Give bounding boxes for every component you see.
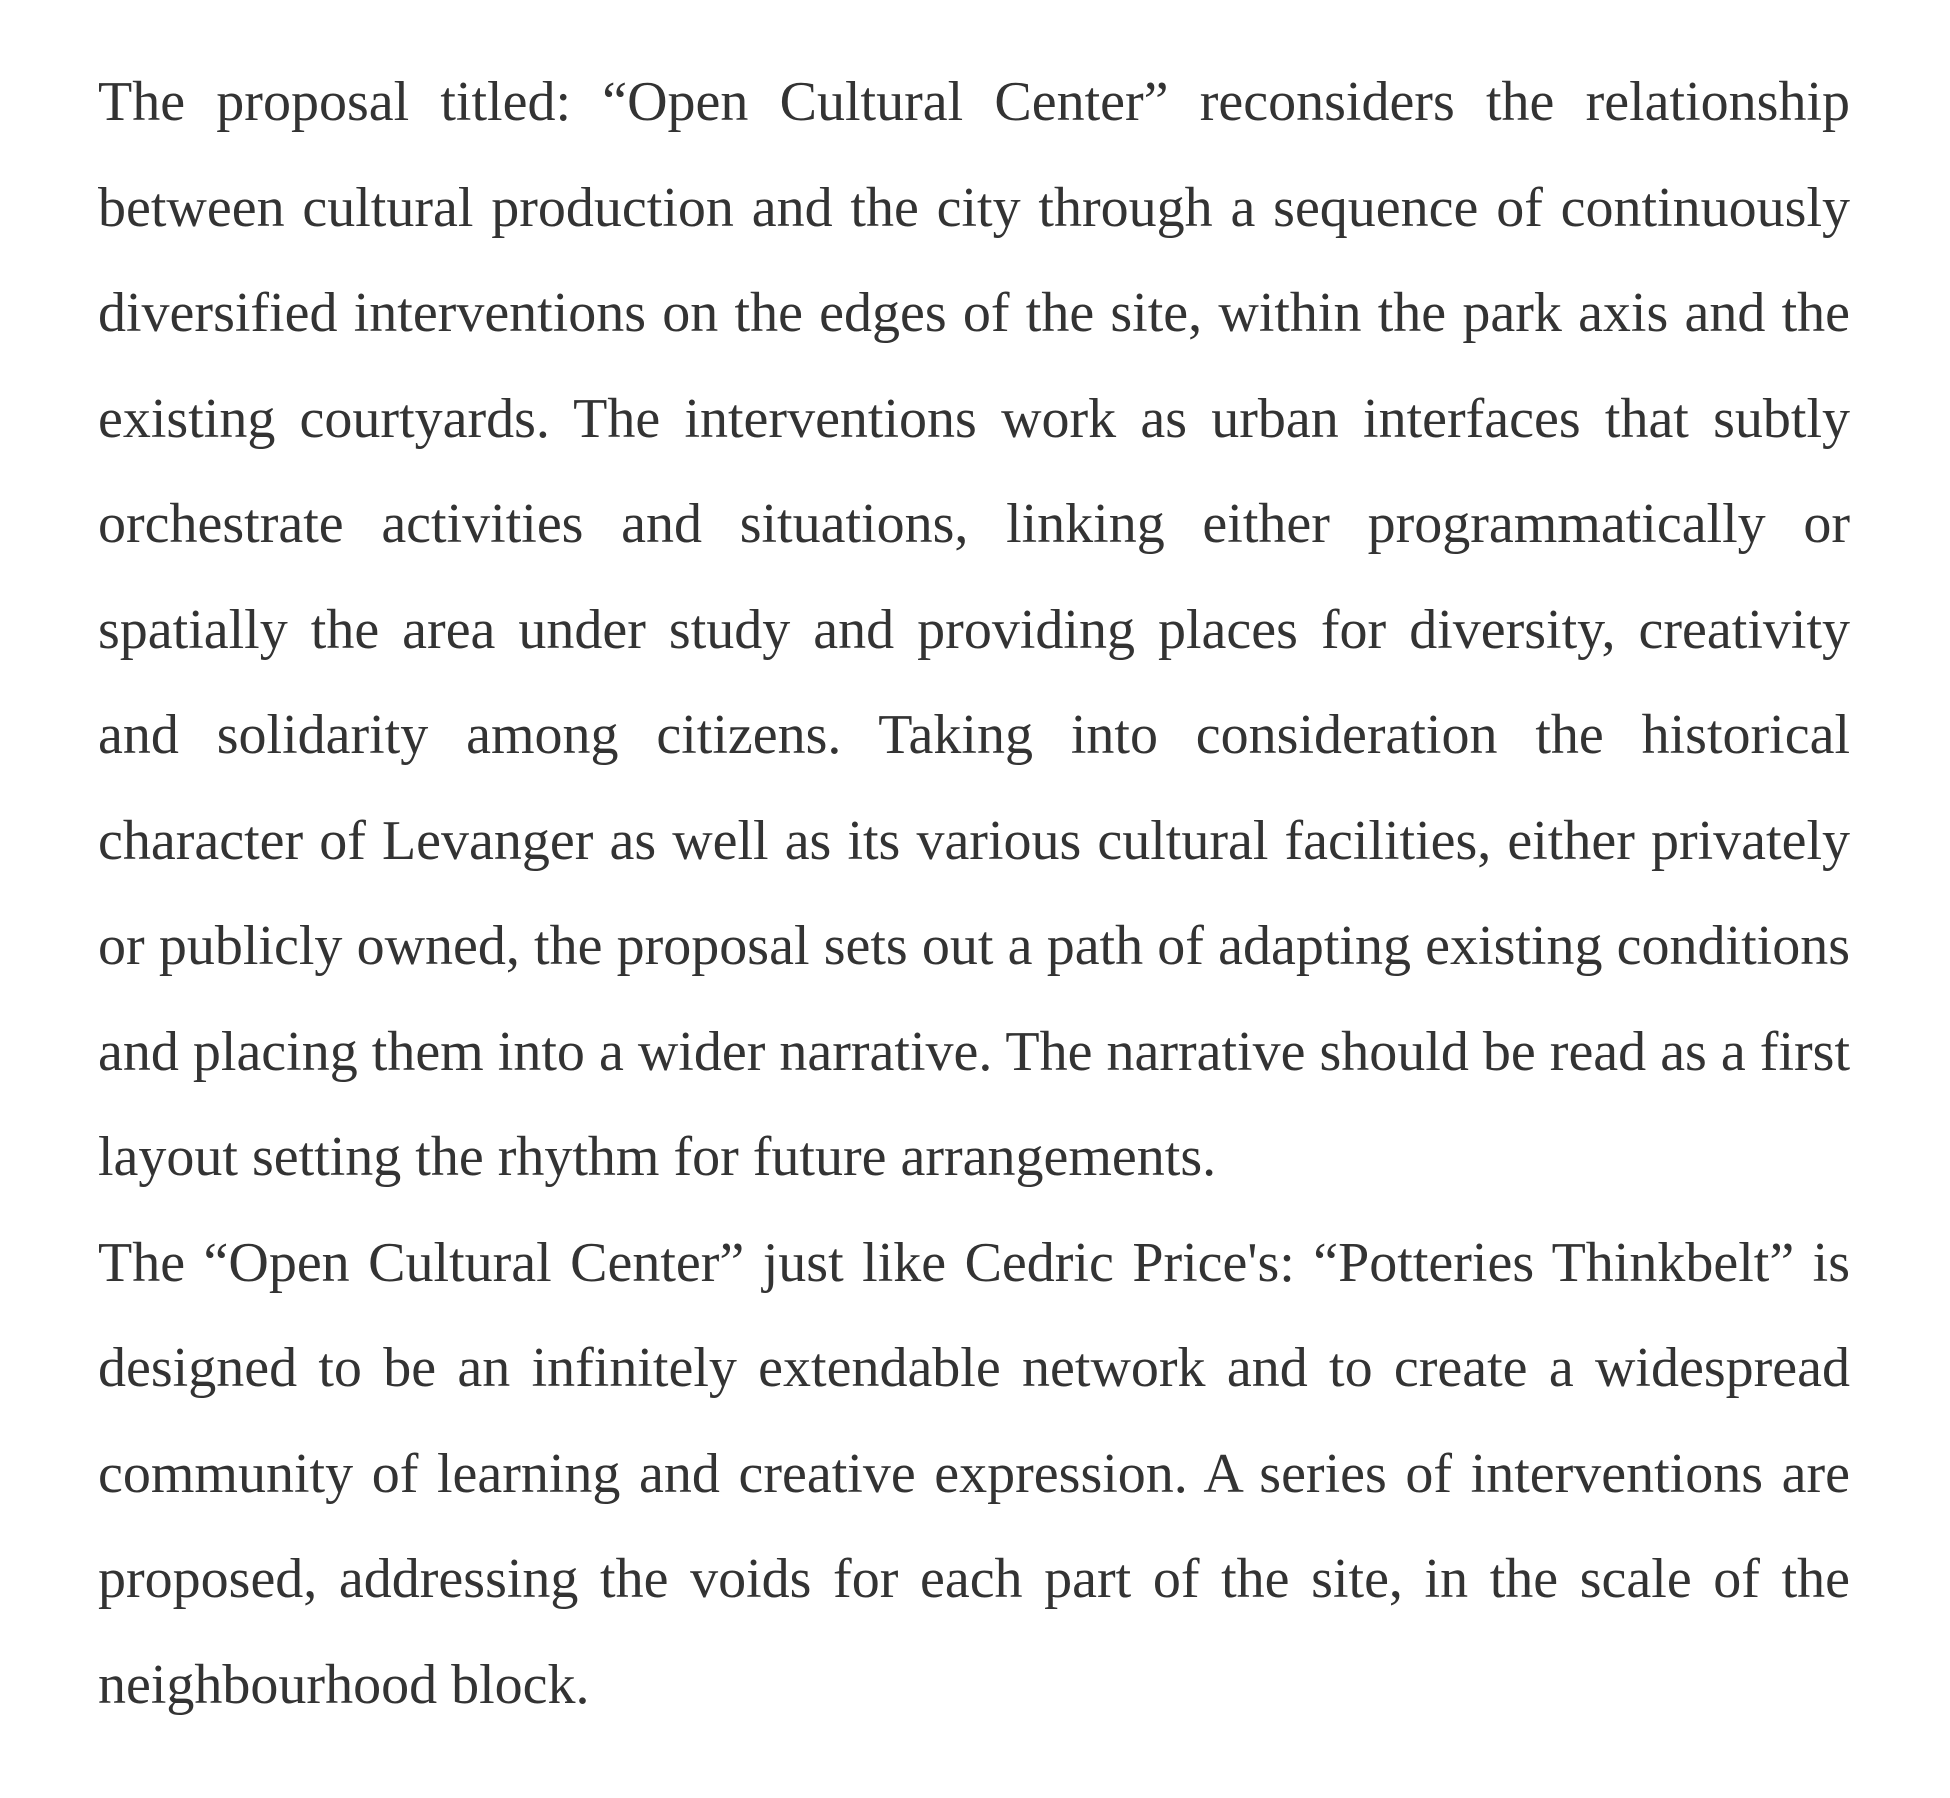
paragraph-1: The proposal titled: “Open Cultural Center” reconsiders the relationship between cultural production and the city through a sequence of continuously diversified interventions on the edges of the site, within the park axis and the existing courtyards. The interventions work as urban interfaces that subtly orchestrate activities and situations, linking either programmatically or spatially the area under study and providing places for diversity, creativity and solidarity among citizens. Taking into consideration the historical character of Levanger as well as its various cultural facilities, either privately or publicly owned, the proposal sets out a path of adapting existing conditions and placing them into a wider narrative. The narrative should be read as a first layout setting the rhythm for future arrangements. [98,71,1850,1188]
document-body [98,50,1850,1738]
paragraph-2: The “Open Cultural Center” just like Cedric Price's: “Potteries Thinkbelt” is designed to be an infinitely extendable network and to create a widespread community of learning and creative expression. A series of interventions are proposed, addressing the voids for each part of the site, in the scale of the neighbourhood block. [98,1231,1850,1716]
